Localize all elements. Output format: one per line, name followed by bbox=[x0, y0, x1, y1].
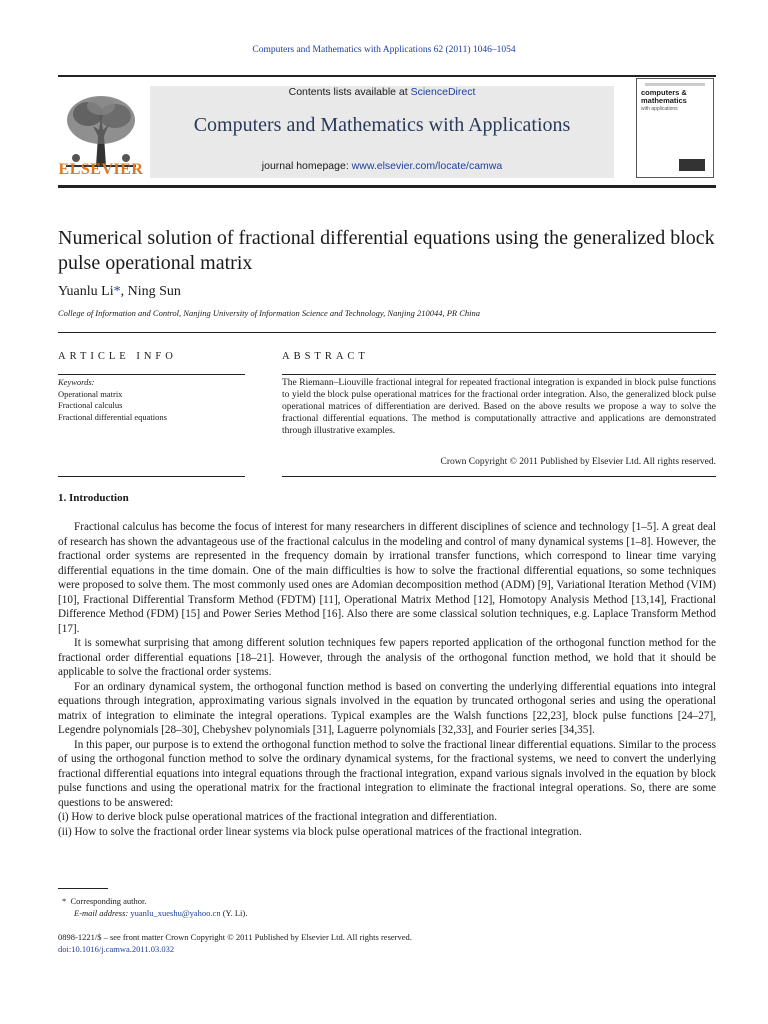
affiliation: College of Information and Control, Nanjing University of Information Science and Technology, Nanjing 210044, PR China bbox=[58, 308, 480, 318]
email-label: E-mail address: bbox=[74, 908, 131, 918]
cover-badge bbox=[679, 159, 705, 171]
cover-top-bar bbox=[645, 83, 705, 86]
keyword-item: Operational matrix bbox=[58, 388, 123, 399]
sciencedirect-link[interactable]: ScienceDirect bbox=[410, 86, 476, 98]
keyword-item: Fractional calculus bbox=[58, 400, 123, 411]
paragraph: For an ordinary dynamical system, the orthogonal function method is based on converting the underlying differential equations into integral equations through integration, approximating various signals involved in the equation by truncated orthogonal series and using the operational matrix of integration to eliminate the integral operations. Typical examples are the Walsh functions [22,23], block pulse functions [24–27], Legendre polynomials [28–30], Chebyshev polynomials [31], Laguerre polynomials [32,33], and Fourier series [34,35]. bbox=[58, 680, 716, 736]
corresponding-label: Corresponding author. bbox=[70, 896, 147, 906]
cover-subtitle: with applications bbox=[641, 106, 678, 112]
article-info-rule bbox=[58, 374, 245, 375]
homepage-line bbox=[150, 160, 614, 172]
list-item: (ii) How to solve the fractional order linear systems via block pulse operational matrices of the fractional integration. bbox=[58, 825, 582, 838]
contents-line bbox=[150, 86, 614, 98]
abstract-bottom-rule bbox=[282, 476, 716, 477]
contents-prefix: Contents lists available at bbox=[288, 86, 411, 98]
author-sun: Ning Sun bbox=[127, 284, 181, 299]
top-rule bbox=[58, 75, 716, 77]
paragraph: In this paper, our purpose is to extend the orthogonal function method to solve the fractional linear differential equations. Similar to the process of using the orthogonal function method to solve the ordinary dynamical systems, for the fractional systems, we need to convert the underlying fractional differential equations into integral equations through the fractional integration, expand various signals involved in the equation by block pulse functions and using the operational matrix for the fractional integration to eliminate the fractional integral operations. So, there are some questions to be answered: bbox=[58, 738, 716, 809]
front-matter-info bbox=[58, 931, 412, 955]
email-suffix: (Y. Li). bbox=[220, 908, 248, 918]
cover-title: computers & mathematics bbox=[641, 88, 687, 105]
article-info-heading: ARTICLE INFO bbox=[58, 351, 177, 362]
journal-title: Computers and Mathematics with Applications bbox=[193, 114, 571, 136]
corresponding-mark[interactable]: * bbox=[113, 284, 121, 299]
corresponding-note bbox=[62, 895, 247, 907]
footnote-mark: * bbox=[62, 896, 67, 906]
keywords-block bbox=[58, 377, 167, 423]
abstract-text: The Riemann–Liouville fractional integral for repeated fractional integration is expanded in block pulse functions to yield the block pulse operational matrices for the fractional order integration. Also, the generalized block pulse operational matrices of differentiation are derived. Based on the above results we propose a way to solve the fractional differential equations. The method is computationally attractive and applications are demonstrated through illustrative examples. bbox=[282, 378, 716, 436]
footnote-rule bbox=[58, 888, 108, 889]
journal-cover bbox=[636, 78, 714, 178]
publisher-name: ELSEVIER bbox=[58, 161, 144, 178]
paragraph: Fractional calculus has become the focus of interest for many researchers in different disciplines of science and technology [1–5]. A great deal of research has shown the advantageous use of the fractional calculus in the modeling and control of many dynamical systems [1–8]. However, the fractional order systems are represented in the frequency domain by irrational transfer functions, which correspond to linear time varying differential equations in the time domain. One of the main difficulties is how to solve the fractional differential equations, so some techniques were proposed to solve them. The most commonly used ones are Adomian decomposition method (ADM) [9], Variational Iteration Method (VIM) [10], Fractional Differential Transform Method (FDTM) [11], Operational Matrix Method [12], Homotopy Analysis Method [13,14], Fractional Difference Method (FDM) [15] and Power Series Method [16]. Also there are some classical solution techniques, e.g. Laplace Transform Method [17]. bbox=[58, 521, 716, 635]
introduction-body bbox=[58, 520, 716, 839]
email-note bbox=[62, 907, 247, 919]
keywords-label: Keywords: bbox=[58, 377, 95, 387]
article-info-bottom-rule bbox=[58, 476, 245, 477]
abstract-copyright: Crown Copyright © 2011 Published by Elsevier Ltd. All rights reserved. bbox=[440, 457, 716, 467]
author-list bbox=[58, 284, 181, 300]
issn-line: 0898-1221/$ – see front matter Crown Copyright © 2011 Published by Elsevier Ltd. All rights reserved. bbox=[58, 932, 412, 942]
paper-title: Numerical solution of fractional differential equations using the generalized block pulse operational matrix bbox=[58, 227, 715, 274]
email-link[interactable]: yuanlu_xueshu@yahoo.cn bbox=[130, 908, 221, 918]
section-heading: 1. Introduction bbox=[58, 492, 129, 504]
author-li: Yuanlu Li bbox=[58, 284, 114, 299]
keyword-item: Fractional differential equations bbox=[58, 411, 167, 422]
homepage-prefix: journal homepage: bbox=[261, 160, 352, 172]
affiliation-rule bbox=[58, 332, 716, 333]
homepage-link[interactable]: www.elsevier.com/locate/camwa bbox=[351, 160, 503, 172]
abstract-heading: ABSTRACT bbox=[282, 351, 369, 362]
list-item: (i) How to derive block pulse operational matrices of the fractional integration and differentiation. bbox=[58, 811, 498, 823]
abstract-rule bbox=[282, 374, 716, 375]
running-head[interactable]: Computers and Mathematics with Applications 62 (2011) 1046–1054 bbox=[252, 45, 516, 55]
footnote bbox=[62, 895, 247, 919]
author-separator: , bbox=[120, 284, 128, 299]
doi-link[interactable]: doi:10.1016/j.camwa.2011.03.032 bbox=[58, 944, 175, 954]
paragraph: It is somewhat surprising that among different solution techniques few papers reported application of the orthogonal function method for the fractional order differential equations [18–21]. However, through the analysis of the orthogonal function method, we hold that it should be applicable to solve the fractional order systems. bbox=[58, 637, 716, 678]
masthead-rule bbox=[58, 185, 716, 188]
